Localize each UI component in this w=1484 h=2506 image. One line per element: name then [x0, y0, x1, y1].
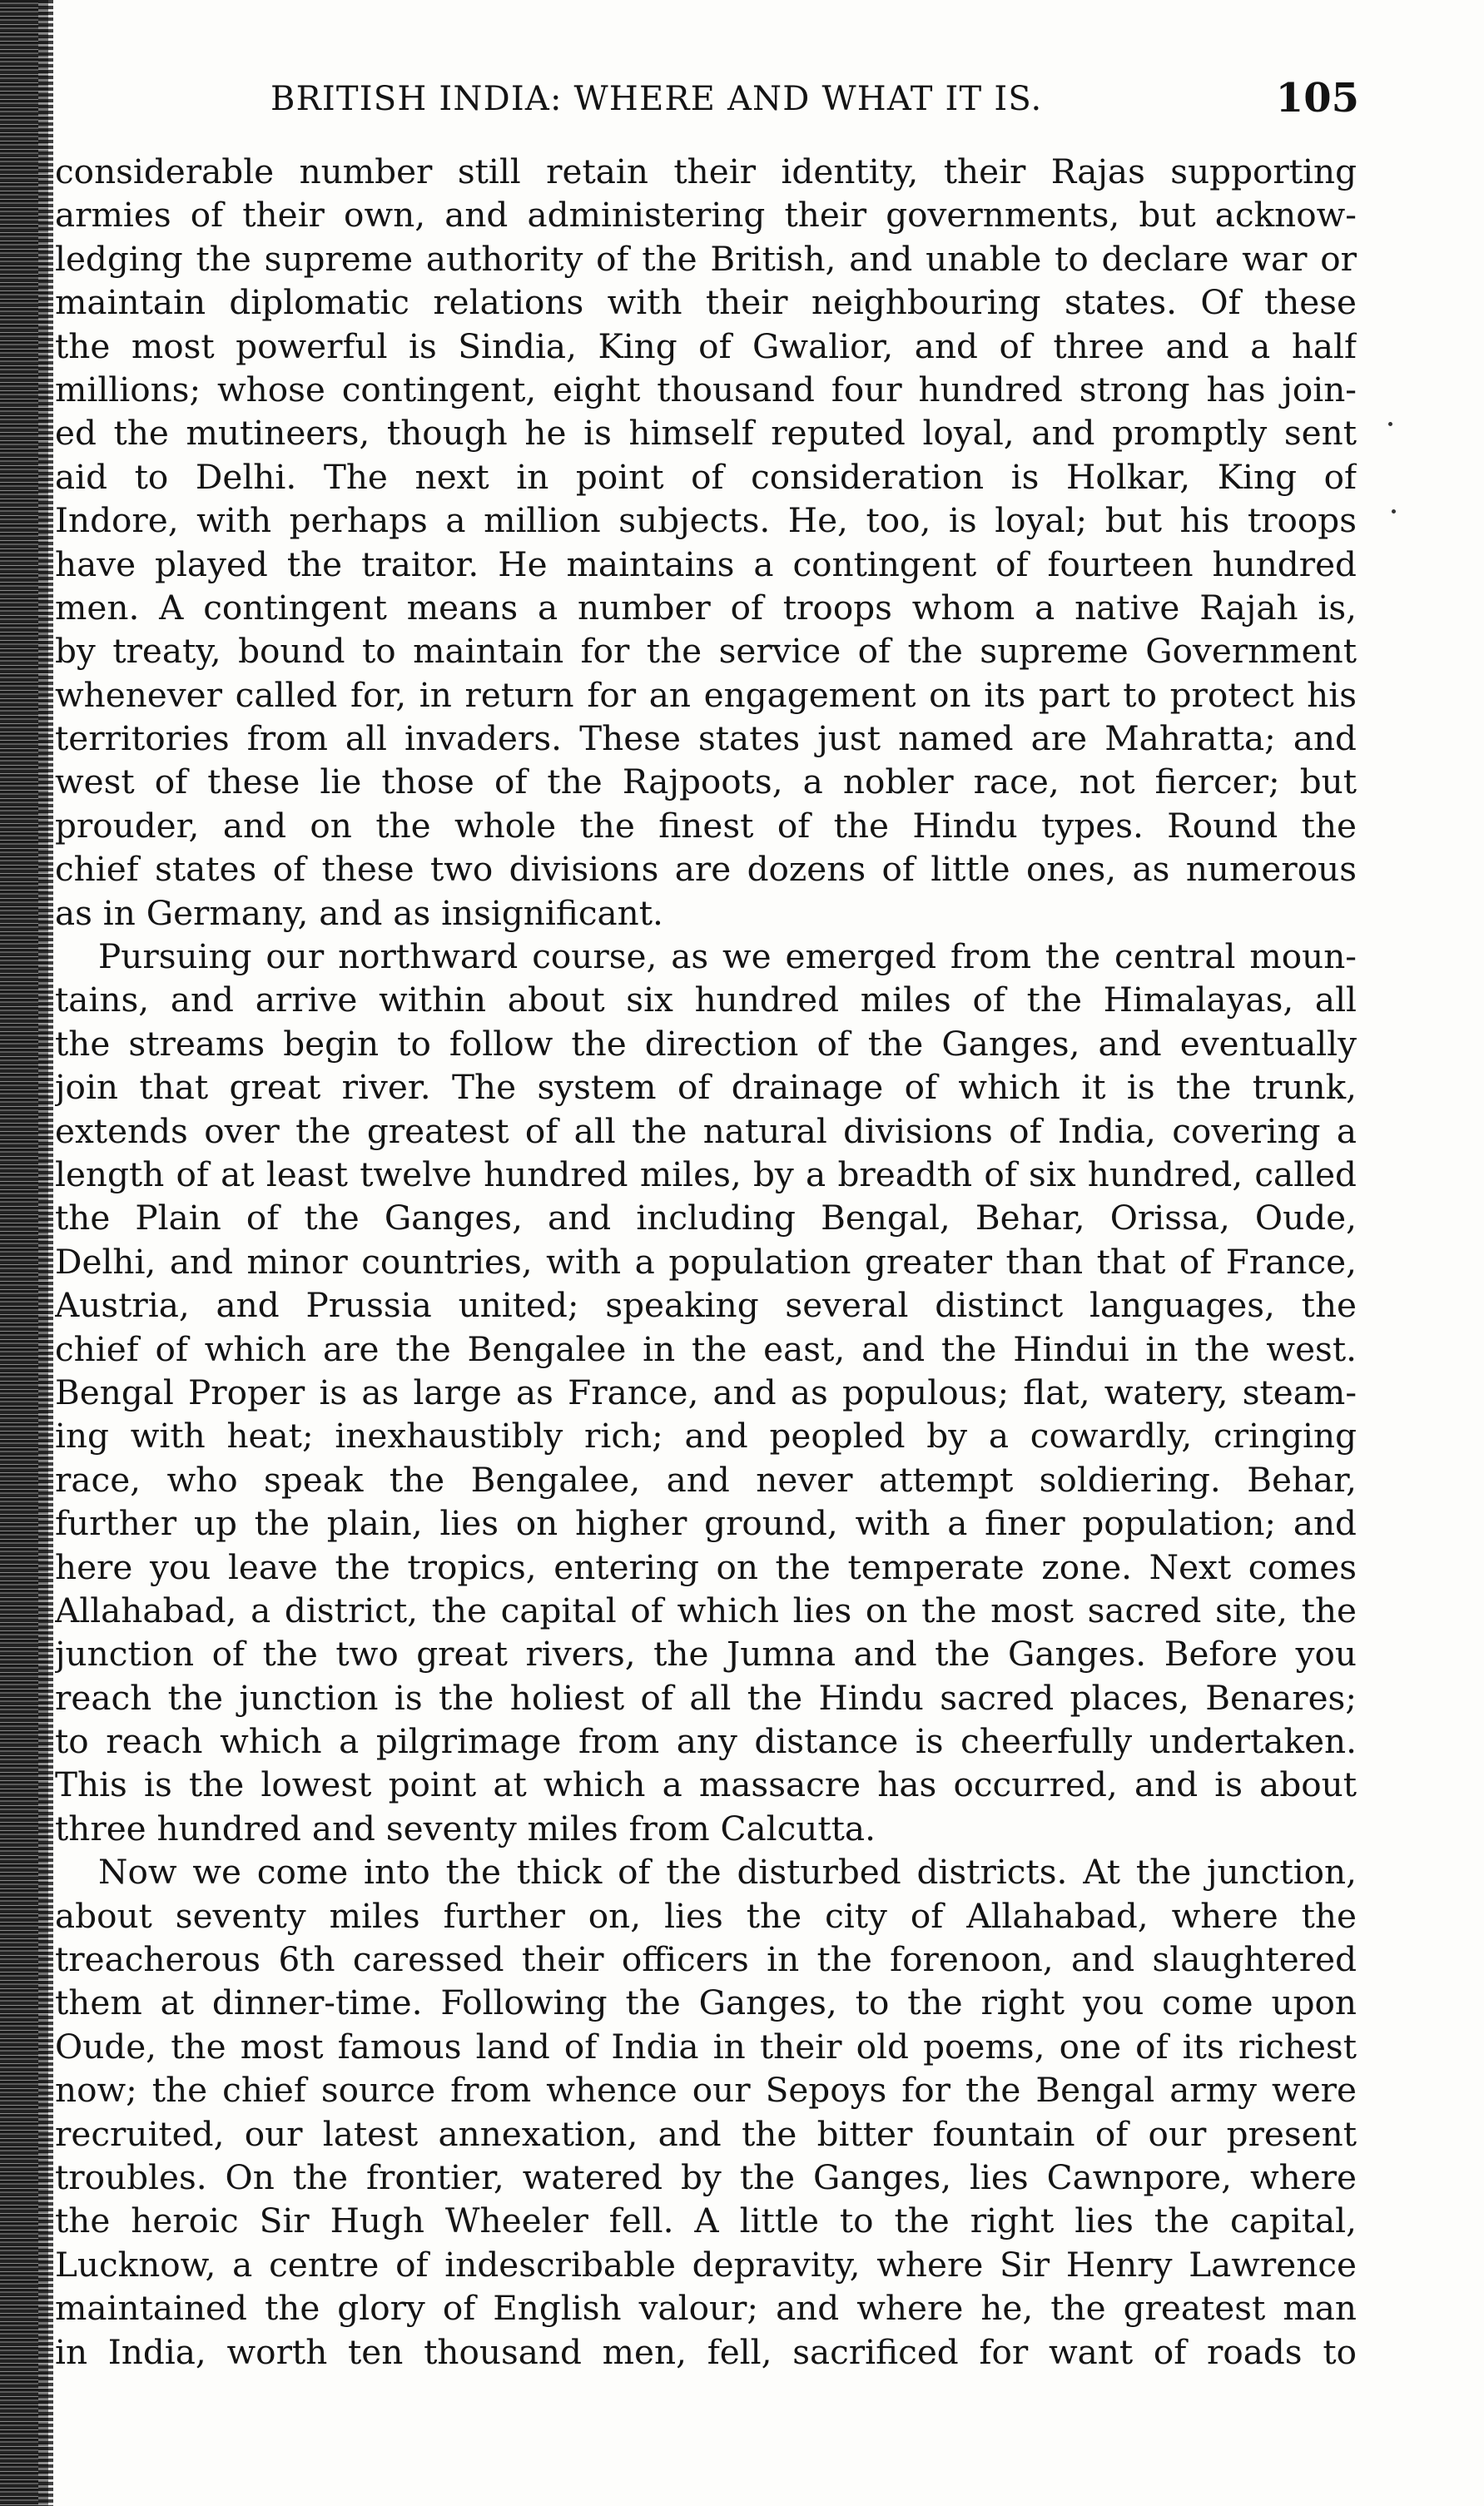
text-line: ing with heat; inexhaustibly rich; and peopled by a cowardly, cringing [55, 1416, 1357, 1456]
text-line: junction of the two great rivers, the Jumna and the Ganges. Before you [55, 1634, 1357, 1675]
text-line: millions; whose contingent, eight thousand four hundred strong has join- [55, 369, 1357, 409]
text-line: Oude, the most famous land of India in their old poems, one of its richest [55, 2026, 1357, 2067]
text-line: length of at least twelve hundred miles, by a breadth of six hundred, called [55, 1154, 1357, 1194]
text-line: to reach which a pilgrimage from any distance is cheerfully undertaken. [55, 1721, 1357, 1762]
text-line: considerable number still retain their identity, their Rajas supporting [55, 151, 1357, 191]
text-line: the Plain of the Ganges, and including Bengal, Behar, Orissa, Oude, [55, 1198, 1357, 1238]
text-line: aid to Delhi. The next in point of consideration is Holkar, King of [55, 456, 1357, 497]
text-line: west of these lie those of the Rajpoots, a nobler race, not fiercer; but [55, 762, 1357, 802]
text-line: Indore, with perhaps a million subjects. He, too, is loyal; but his troops [55, 500, 1357, 541]
text-line: the heroic Sir Hugh Wheeler fell. A little to the right lies the capital, [55, 2201, 1357, 2241]
text-line: recruited, our latest annexation, and the bitter fountain of our present [55, 2113, 1357, 2154]
text-line: now; the chief source from whence our Sepoys for the Bengal army were [55, 2070, 1357, 2111]
page-header [212, 75, 1359, 130]
paragraph-start-line: Pursuing our northward course, as we emerged from the central moun- [98, 936, 1357, 977]
text-line: them at dinner-time. Following the Ganges, to the right you come upon [55, 1982, 1357, 2023]
page-number: 105 [1275, 75, 1359, 122]
text-line: treacherous 6th caressed their officers in the forenoon, and slaughtered [55, 1939, 1357, 1980]
text-line: the most powerful is Sindia, King of Gwalior, and of three and a half [55, 325, 1357, 366]
text-line: the streams begin to follow the direction of the Ganges, and eventually [55, 1023, 1357, 1064]
margin-speck [1392, 509, 1396, 514]
paragraph-end-line: as in Germany, and as insignificant. [55, 892, 663, 933]
text-line: here you leave the tropics, entering on the temperate zone. Next comes [55, 1546, 1357, 1587]
text-line: chief of which are the Bengalee in the east, and the Hindui in the west. [55, 1328, 1357, 1369]
text-line: about seventy miles further on, lies the city of Allahabad, where the [55, 1895, 1357, 1936]
text-line: in India, worth ten thousand men, fell, sacrificed for want of roads to [55, 2331, 1357, 2372]
text-line: territories from all invaders. These states just named are Mahratta; and [55, 718, 1357, 759]
text-line: armies of their own, and administering their governments, but acknow- [55, 195, 1357, 236]
text-line: extends over the greatest of all the natural divisions of India, covering a [55, 1110, 1357, 1151]
text-line: ledging the supreme authority of the British, and unable to declare war or [55, 238, 1357, 279]
paragraph-start-line: Now we come into the thick of the disturbed districts. At the junction, [98, 1852, 1357, 1893]
text-line: Austria, and Prussia united; speaking several distinct languages, the [55, 1285, 1357, 1326]
text-line: Bengal Proper is as large as France, and as populous; flat, watery, steam- [55, 1372, 1357, 1412]
text-line: Allahabad, a district, the capital of which lies on the most sacred site, the [55, 1590, 1357, 1630]
text-line: have played the traitor. He maintains a contingent of fourteen hundred [55, 543, 1357, 584]
text-line: tains, and arrive within about six hundred miles of the Himalayas, all [55, 980, 1357, 1020]
margin-speck [1388, 422, 1392, 426]
text-line: men. A contingent means a number of troops whom a native Rajah is, [55, 587, 1357, 628]
text-line: Delhi, and minor countries, with a population greater than that of France, [55, 1241, 1357, 1282]
text-line: Lucknow, a centre of indescribable depravity, where Sir Henry Lawrence [55, 2244, 1357, 2285]
text-line: ed the mutineers, though he is himself reputed loyal, and promptly sent [55, 413, 1357, 454]
text-line: This is the lowest point at which a massacre has occurred, and is about [55, 1764, 1357, 1805]
text-line: reach the junction is the holiest of all the Hindu sacred places, Benares; [55, 1677, 1357, 1718]
running-head: BRITISH INDIA: WHERE AND WHAT IT IS. [270, 80, 1043, 118]
text-line: troubles. On the frontier, watered by the Ganges, lies Cawnpore, where [55, 2156, 1357, 2197]
text-line: by treaty, bound to maintain for the service of the supreme Government [55, 631, 1357, 672]
text-line: maintained the glory of English valour; and where he, the greatest man [55, 2288, 1357, 2329]
text-line: maintain diplomatic relations with their neighbouring states. Of these [55, 282, 1357, 323]
text-line: further up the plain, lies on higher ground, with a finer population; and [55, 1503, 1357, 1544]
binding-gutter-edge [38, 0, 53, 2506]
text-line: join that great river. The system of drainage of which it is the trunk, [55, 1067, 1357, 1108]
text-line: whenever called for, in return for an engagement on its part to protect his [55, 674, 1357, 715]
text-line: race, who speak the Bengalee, and never attempt soldiering. Behar, [55, 1459, 1357, 1500]
paragraph-end-line: three hundred and seventy miles from Calcutta. [55, 1808, 876, 1848]
text-line: prouder, and on the whole the finest of the Hindu types. Round the [55, 805, 1357, 846]
body-text [55, 150, 1357, 2374]
text-line: chief states of these two divisions are dozens of little ones, as numerous [55, 849, 1357, 890]
